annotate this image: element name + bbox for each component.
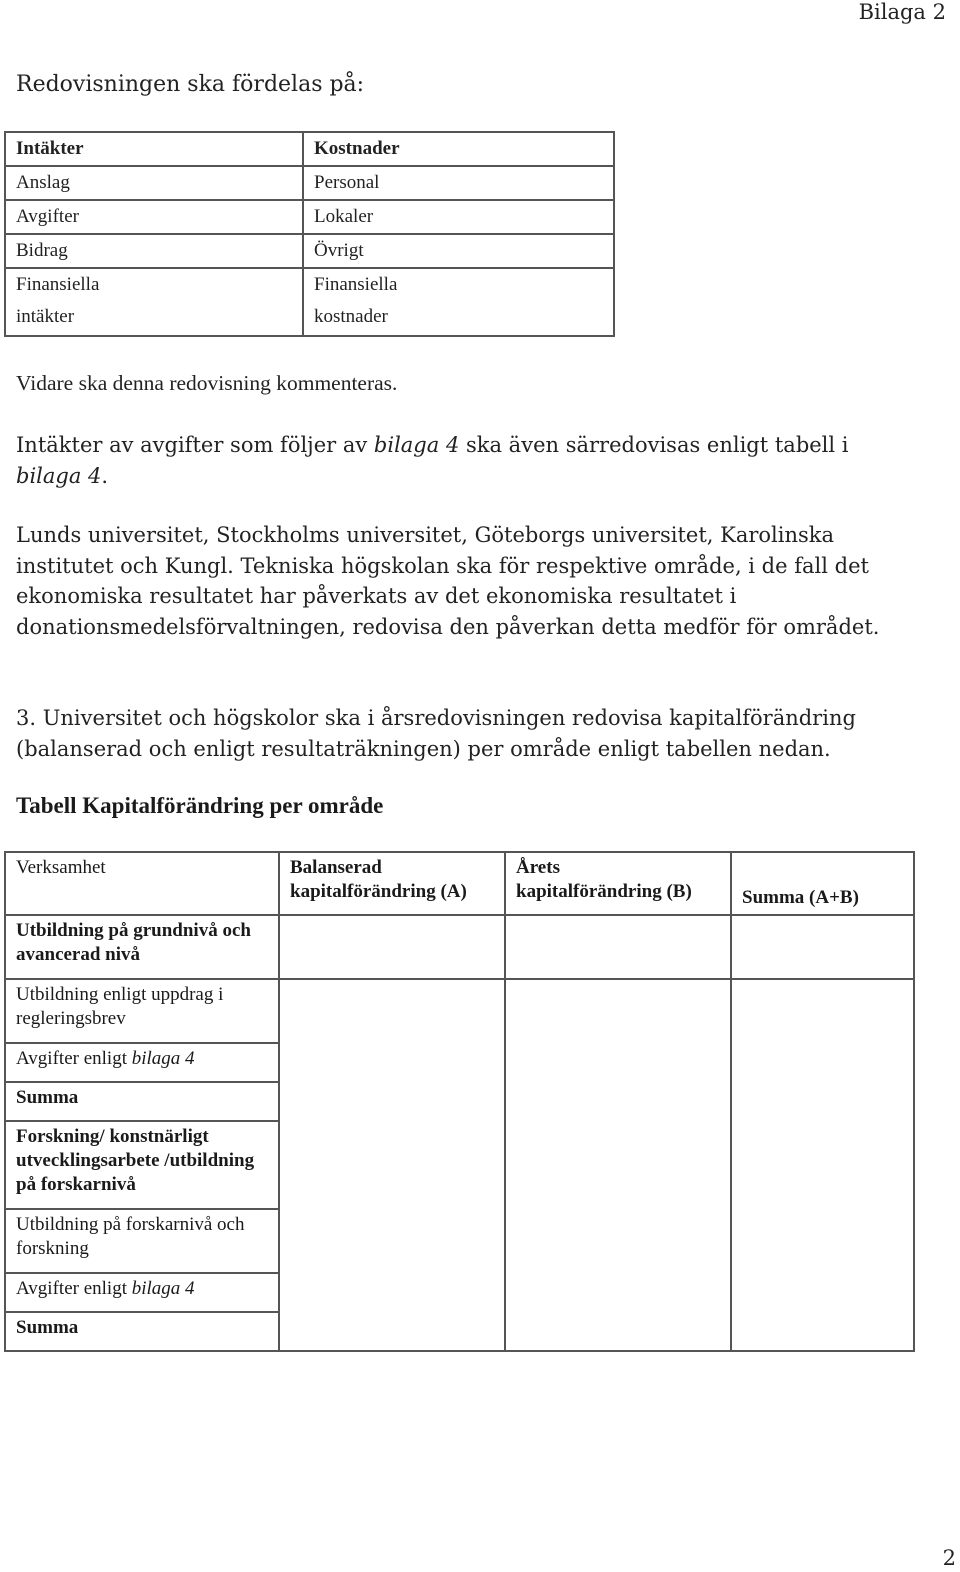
value-cell-a <box>279 1312 505 1351</box>
value-cell-b <box>505 1082 731 1121</box>
row-label <box>5 1043 279 1082</box>
value-cell-sum <box>731 1273 914 1312</box>
table-row <box>5 200 614 234</box>
income-item: Avgifter <box>5 200 303 234</box>
header-line: Balanserad <box>290 857 382 878</box>
row-label: Summa <box>5 1082 279 1121</box>
value-cell-sum <box>731 1121 914 1209</box>
table-row <box>5 1043 914 1082</box>
header-line: kapitalförändring (A) <box>290 881 467 902</box>
income-item-line: Finansiella <box>16 274 100 295</box>
appendix-reference: bilaga 4 <box>16 463 102 488</box>
table-row <box>5 1082 914 1121</box>
header-line: kapitalförändring (B) <box>516 881 692 902</box>
cost-item: Övrigt <box>303 234 614 268</box>
row-label: Summa <box>5 1312 279 1351</box>
appendix-label: Bilaga 2 <box>858 0 946 24</box>
value-cell-sum <box>731 1082 914 1121</box>
row-label: Forskning/ konstnärligt utvecklingsarbete /utbildning på forskarnivå <box>5 1121 279 1209</box>
cost-item: Lokaler <box>303 200 614 234</box>
value-cell-sum <box>731 1312 914 1351</box>
paragraph-text: Intäkter av avgifter som följer av <box>16 433 374 457</box>
table-row <box>5 1273 914 1312</box>
paragraph-text: ska även särredovisas enligt tabell i <box>459 433 849 457</box>
value-cell-a <box>279 979 505 1043</box>
header-line: Årets <box>516 857 560 878</box>
row-label: Utbildning på forskarnivå och forskning <box>5 1209 279 1273</box>
table-row <box>5 1121 914 1209</box>
table-row <box>5 166 614 200</box>
table-header-row <box>5 852 914 915</box>
value-cell-a <box>279 1209 505 1273</box>
paragraph-fees <box>16 430 896 491</box>
header-verksamhet: Verksamhet <box>5 852 279 915</box>
table-title: Tabell Kapitalförändring per område <box>16 793 384 818</box>
capital-change-table <box>4 851 915 1352</box>
paragraph-capital-change: 3. Universitet och högskolor ska i årsredovisningen redovisa kapitalförändring (balanserad och enligt resultaträkningen) per område enligt tabellen nedan. <box>16 706 856 761</box>
income-item: Bidrag <box>5 234 303 268</box>
income-cost-table <box>4 131 615 337</box>
value-cell-sum <box>731 915 914 979</box>
value-cell-a <box>279 1121 505 1209</box>
header-arets <box>505 852 731 915</box>
paragraph-comment: Vidare ska denna redovisning kommenteras. <box>16 371 398 395</box>
income-header: Intäkter <box>5 132 303 166</box>
row-label: Utbildning enligt uppdrag i regleringsbrev <box>5 979 279 1043</box>
table-row <box>5 234 614 268</box>
page-number: 2 <box>942 1546 956 1570</box>
row-label-text: Avgifter enligt <box>16 1278 132 1299</box>
table-row <box>5 979 914 1043</box>
value-cell-a <box>279 1043 505 1082</box>
value-cell-b <box>505 1043 731 1082</box>
cost-item: Personal <box>303 166 614 200</box>
appendix-reference: bilaga 4 <box>131 1048 195 1069</box>
table-row <box>5 132 614 166</box>
value-cell-b <box>505 1209 731 1273</box>
table-row <box>5 1312 914 1351</box>
value-cell-b <box>505 915 731 979</box>
value-cell-a <box>279 1082 505 1121</box>
cost-header: Kostnader <box>303 132 614 166</box>
value-cell-sum <box>731 979 914 1043</box>
row-label: Utbildning på grundnivå och avancerad nivå <box>5 915 279 979</box>
value-cell-b <box>505 979 731 1043</box>
income-item <box>5 268 303 336</box>
table-row <box>5 915 914 979</box>
row-label <box>5 1273 279 1312</box>
paragraph-text: . <box>101 463 109 488</box>
header-balanserad <box>279 852 505 915</box>
cost-item-line: kostnader <box>314 306 388 327</box>
value-cell-a <box>279 1273 505 1312</box>
value-cell-b <box>505 1273 731 1312</box>
value-cell-sum <box>731 1043 914 1082</box>
cost-item-line: Finansiella <box>314 274 398 295</box>
value-cell-sum <box>731 1209 914 1273</box>
cost-item <box>303 268 614 336</box>
income-item: Anslag <box>5 166 303 200</box>
value-cell-a <box>279 915 505 979</box>
value-cell-b <box>505 1121 731 1209</box>
table-row <box>5 268 614 336</box>
table-row <box>5 1209 914 1273</box>
header-summa: Summa (A+B) <box>731 852 914 915</box>
intro-text: Redovisningen ska fördelas på: <box>16 72 365 97</box>
appendix-reference: bilaga 4 <box>373 433 460 457</box>
paragraph-universities: Lunds universitet, Stockholms universitet, Göteborgs universitet, Karolinska institutet och Kungl. Tekniska högskolan ska för respektive område, i de fall det ekonomiska resultatet har påverkats av det ekonomiska resultatet i donationsmedelsförvaltningen, redovisa den påverkan detta medför för området. <box>16 523 880 639</box>
appendix-reference: bilaga 4 <box>131 1278 195 1299</box>
value-cell-b <box>505 1312 731 1351</box>
income-item-line: intäkter <box>16 306 75 327</box>
row-label-text: Avgifter enligt <box>16 1048 132 1069</box>
